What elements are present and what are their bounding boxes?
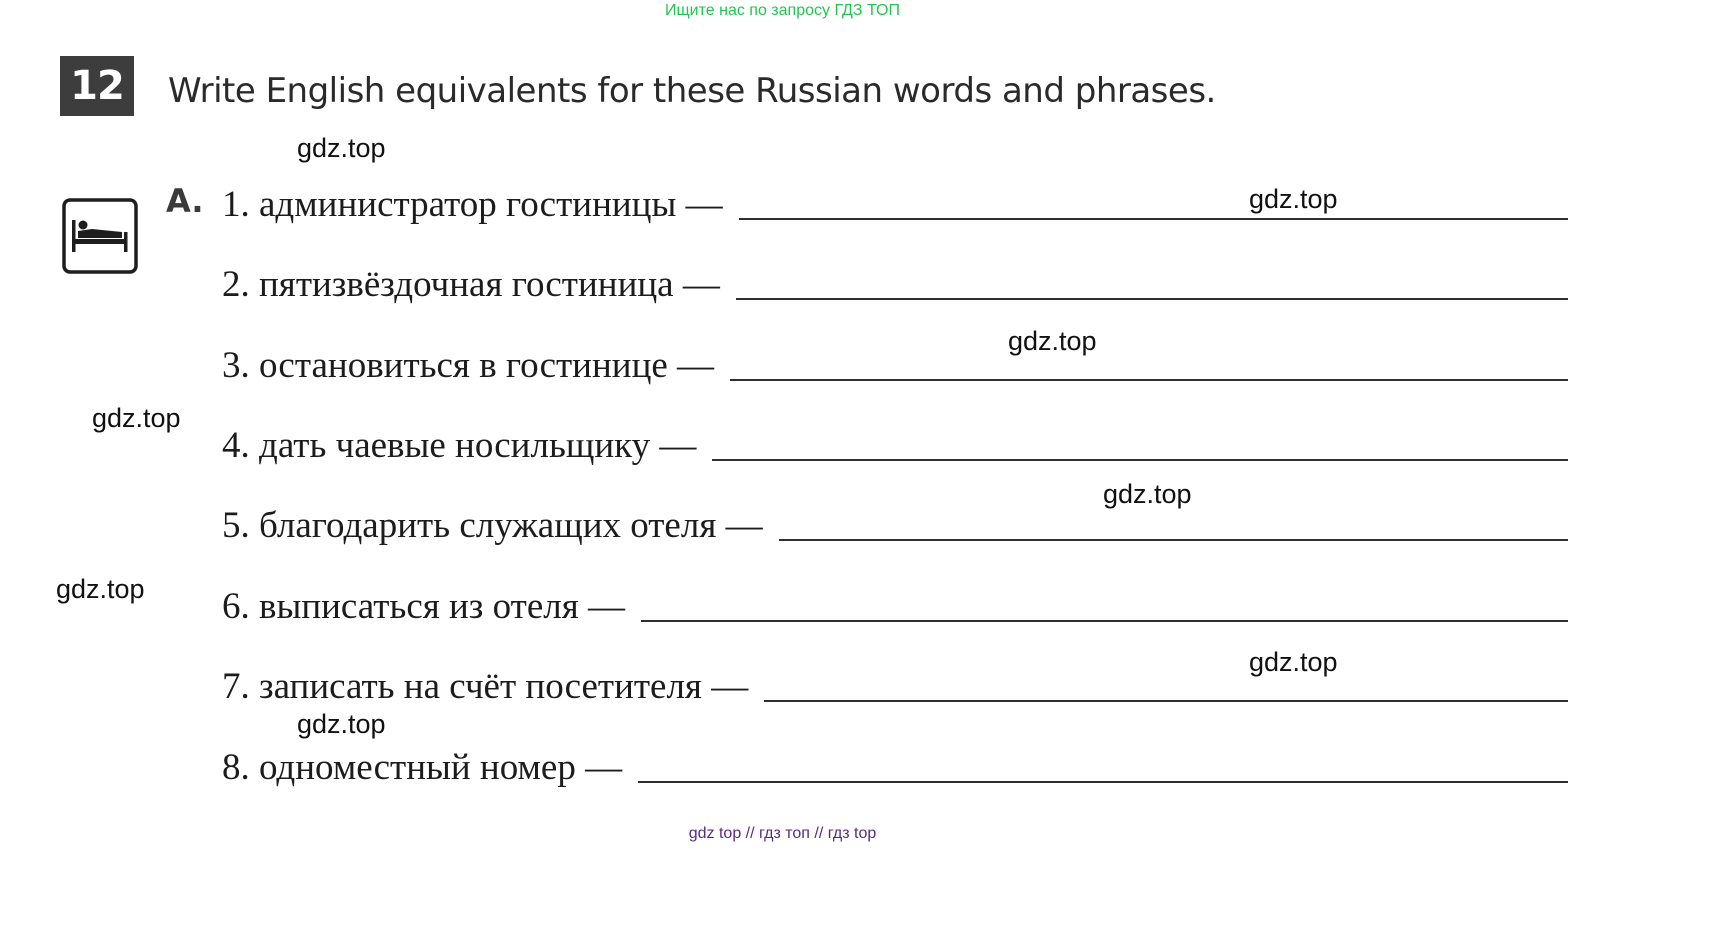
exercise-item: [222, 664, 1568, 710]
exercise-item: [222, 503, 1568, 549]
hotel-bed-icon: [62, 198, 138, 274]
watermark: gdz.top: [1249, 184, 1338, 214]
item-phrase: 3. остановиться в гостинице —: [222, 345, 715, 386]
watermark: gdz.top: [297, 133, 386, 163]
answer-line[interactable]: [779, 539, 1568, 541]
section-letter: A.: [166, 182, 204, 220]
watermark: gdz.top: [1103, 479, 1192, 509]
item-phrase: 5. благодарить служащих отеля —: [222, 505, 763, 546]
answer-line[interactable]: [739, 218, 1568, 220]
watermark: gdz.top: [56, 574, 145, 604]
exercise-item: [222, 182, 1568, 228]
task-title: Write English equivalents for these Russian words and phrases.: [168, 71, 1216, 111]
answer-line[interactable]: [638, 781, 1568, 783]
answer-line[interactable]: [712, 459, 1568, 461]
item-phrase: 1. администратор гостиницы —: [222, 184, 723, 225]
exercise-item: [222, 584, 1568, 630]
top-banner[interactable]: Ищите нас по запросу ГДЗ ТОП: [665, 2, 900, 19]
exercise-item: [222, 745, 1568, 791]
exercise-item: [222, 262, 1568, 308]
footer-link[interactable]: гдз top: [827, 825, 877, 842]
item-phrase: 8. одноместный номер —: [222, 747, 623, 788]
footer-link[interactable]: гдз топ: [759, 825, 810, 842]
footer-link[interactable]: gdz top: [688, 825, 742, 842]
answer-line[interactable]: [730, 379, 1568, 381]
item-phrase: 2. пятизвёздочная гостиница —: [222, 264, 720, 305]
footer-links: [0, 823, 1565, 845]
exercise-item: [222, 343, 1568, 389]
watermark: gdz.top: [1249, 647, 1338, 677]
answer-line[interactable]: [641, 620, 1568, 622]
footer-separator: //: [745, 825, 755, 842]
exercise-item: [222, 423, 1568, 469]
item-phrase: 4. дать чаевые носильщику —: [222, 425, 697, 466]
answer-line[interactable]: [736, 298, 1568, 300]
answer-line[interactable]: [764, 700, 1568, 702]
item-phrase: 7. записать на счёт посетителя —: [222, 666, 749, 707]
watermark: gdz.top: [297, 709, 386, 739]
task-number-badge: 12: [60, 56, 134, 116]
watermark: gdz.top: [1008, 326, 1097, 356]
item-phrase: 6. выписаться из отеля —: [222, 586, 626, 627]
footer-separator: //: [814, 825, 824, 842]
watermark: gdz.top: [92, 403, 181, 433]
